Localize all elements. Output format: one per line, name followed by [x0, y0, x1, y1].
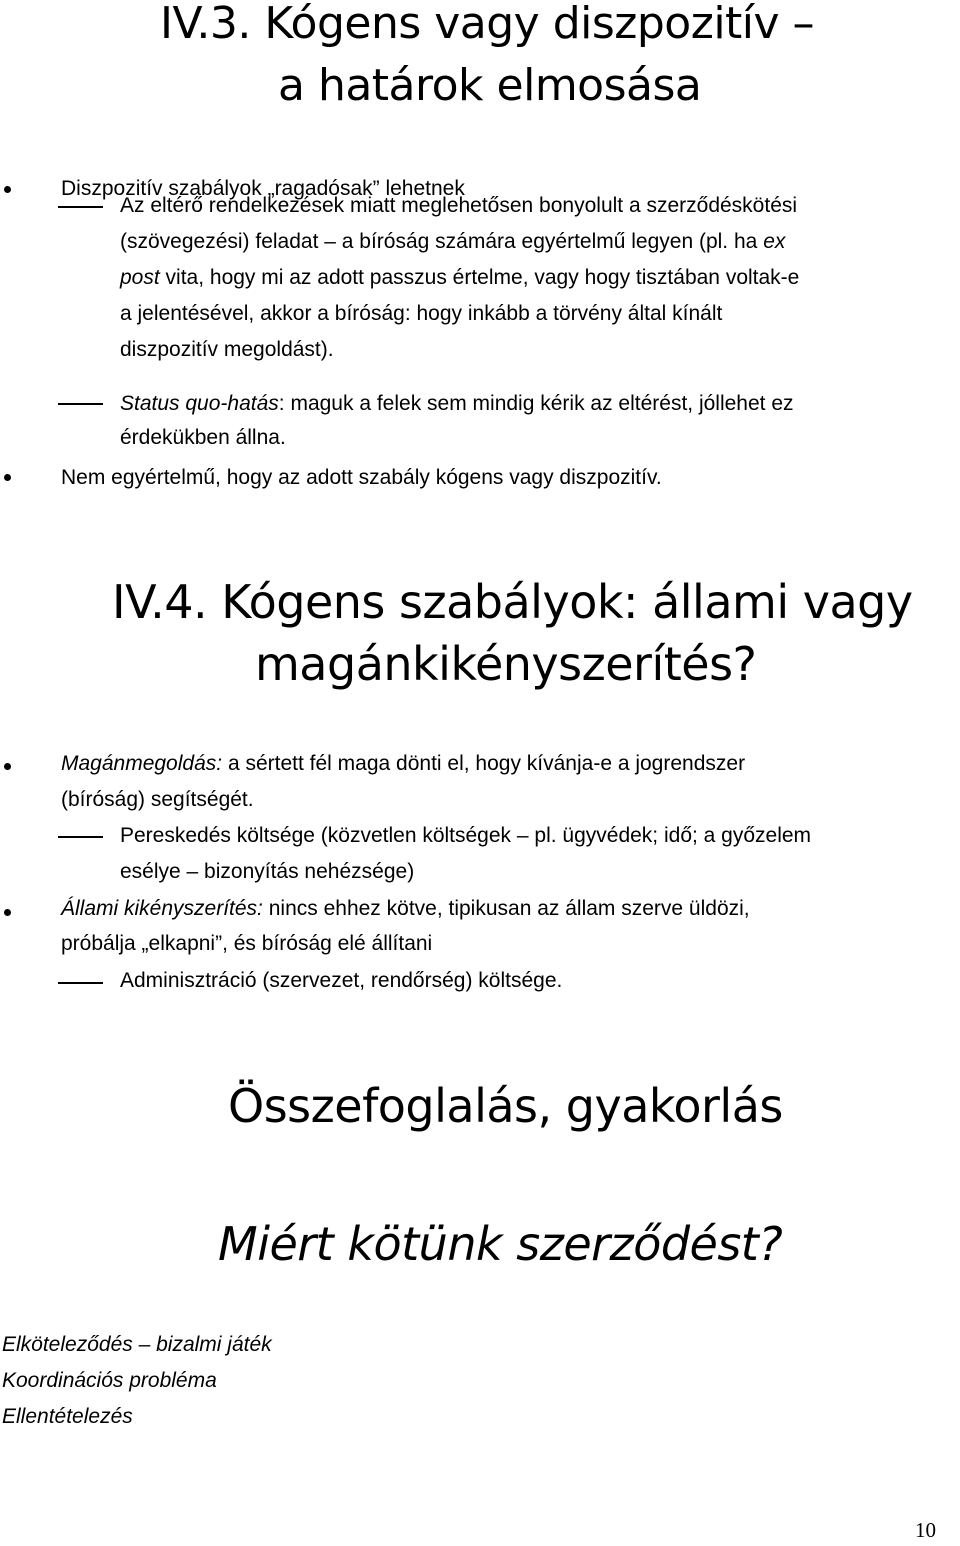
section4-title-line2: magánkikényszerítés?	[255, 637, 757, 691]
section4-bullet2-line2: próbálja „elkapni”, és bíróság elé állítani	[61, 932, 433, 955]
bullet-marker	[4, 763, 11, 770]
section3-bullet1: Diszpozitív szabályok „ragadósak” lehetnek	[61, 177, 465, 200]
section4-bullet1-line1: Magánmegoldás: a sértett fél maga dönti el, hogy kívánja-e a jogrendszer	[61, 752, 746, 775]
section3-sub2-line2: érdekükben állna.	[120, 426, 286, 449]
section3-sub1-line3: post vita, hogy mi az adott passzus értelme, vagy hogy tisztában voltak-e	[120, 266, 800, 289]
section3-sub1-line5: diszpozitív megoldást).	[120, 338, 334, 361]
section3-title-line2: a határok elmosása	[278, 60, 702, 111]
section4-sub1-line1: Pereskedés költsége (közvetlen költségek – pl. ügyvédek; idő; a győzelem	[120, 824, 812, 847]
summary-subtitle: Miért kötünk szerződést?	[218, 1217, 783, 1271]
summary-item: Ellentételezés	[2, 1405, 133, 1428]
page-number: 10	[915, 1518, 936, 1542]
section3-sub1-line1: Az eltérő rendelkezések miatt meglehetősen bonyolult a szerződéskötési	[120, 194, 798, 217]
summary-item: Elköteleződés – bizalmi játék	[2, 1333, 272, 1356]
section3-sub1-line2: (szövegezési) feladat – a bíróság számára egyértelmű legyen (pl. ha ex	[120, 230, 786, 253]
section3-sub2-line1: Status quo-hatás: maguk a felek sem mindig kérik az eltérést, jóllehet ez	[120, 392, 794, 415]
bullet-marker	[4, 909, 11, 916]
section4-bullet2-line1: Állami kikényszerítés: nincs ehhez kötve, tipikusan az állam szerve üldözi,	[61, 897, 750, 920]
section3-title-line1: IV.3. Kógens vagy diszpozitív –	[160, 0, 815, 49]
section3-bullet2: Nem egyértelmű, hogy az adott szabály kógens vagy diszpozitív.	[61, 466, 662, 489]
section4-sub2: Adminisztráció (szervezet, rendőrség) költsége.	[120, 969, 563, 992]
section4-sub1-line2: esélye – bizonyítás nehézsége)	[120, 860, 415, 883]
section4-bullet1-line2: (bíróság) segítségét.	[61, 788, 254, 811]
dash-marker	[58, 403, 103, 405]
dash-marker	[58, 982, 103, 984]
dash-marker	[58, 836, 103, 838]
section4-title-line1: IV.4. Kógens szabályok: állami vagy	[112, 575, 913, 629]
bullet-marker	[4, 474, 11, 481]
bullet-marker	[4, 186, 11, 193]
summary-item: Koordinációs probléma	[2, 1369, 217, 1392]
summary-title: Összefoglalás, gyakorlás	[228, 1079, 783, 1133]
section3-sub1-line4: a jelentésével, akkor a bíróság: hogy inkább a törvény által kínált	[120, 302, 723, 325]
dash-marker	[58, 206, 103, 208]
